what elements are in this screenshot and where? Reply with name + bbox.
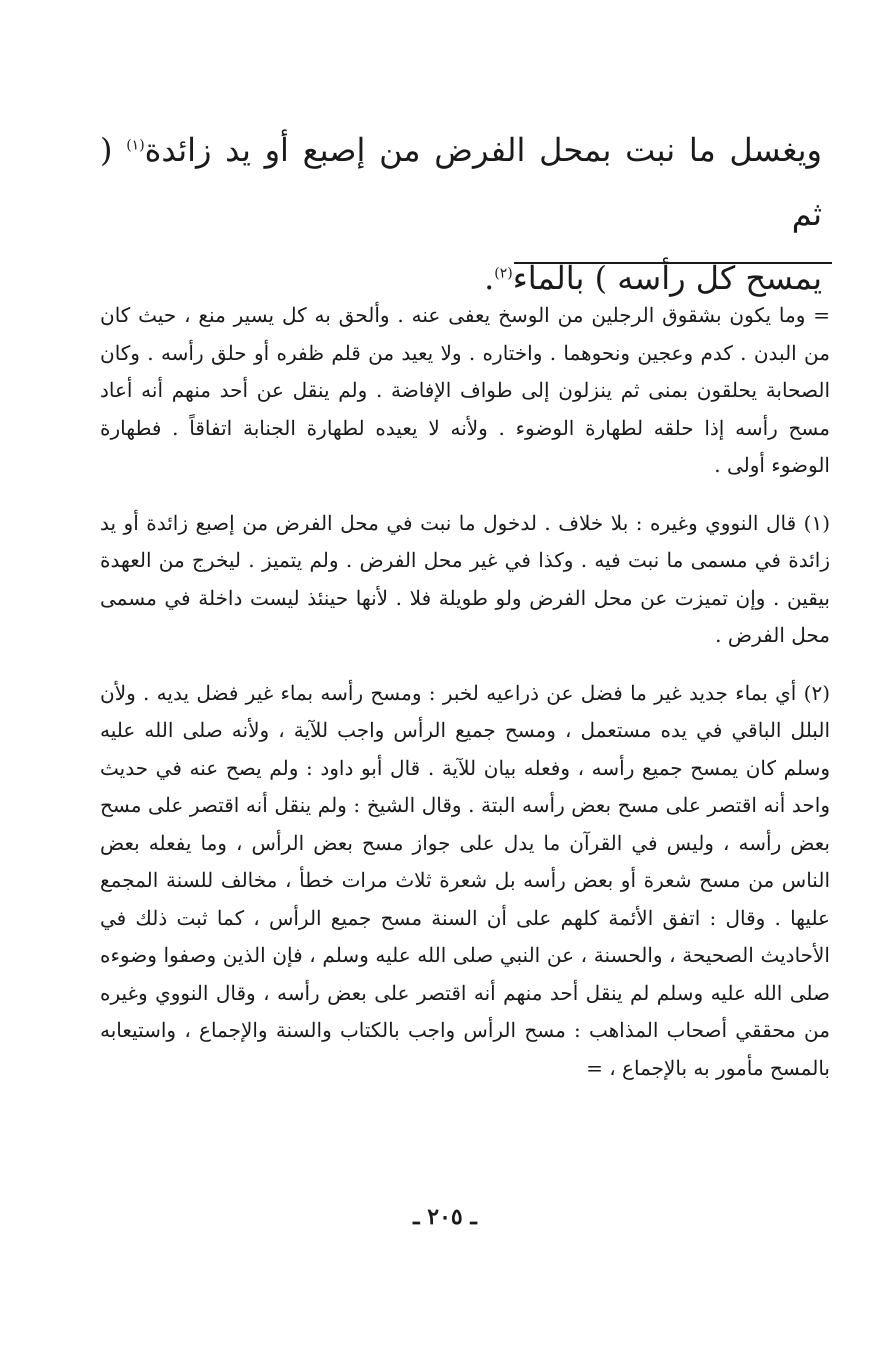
footnotes-section: [100, 297, 830, 1107]
footnote-continuation: = وما يكون بشقوق الرجلين من الوسخ يعفى عنه . وألحق به كل يسير منع ، حيث كان من البدن . كدم وعجين ونحوهما . واختاره . ولا يعيد من قلم ظفره أو حلق رأسه . وكان الصحابة يحلقون بمنى ثم ينزلون إلى طواف الإفاضة . ولم ينقل عن أحد منهم أنه أعاد مسح رأسه إذا حلقه لطهارة الوضوء . ولأنه لا يعيده لطهارة الجنابة اتفاقاً . فطهارة الوضوء أولى .: [100, 303, 830, 477]
page-number: ـ ٢٠٥ ـ: [413, 1204, 477, 1230]
footnote-2: (٢) أي بماء جديد غير ما فضل عن ذراعيه لخبر : ومسح رأسه بماء غير فضل يديه . ولأن البلل الباقي في يده مستعمل ، ومسح جميع الرأس واجب للآية ، ولأنه صلى الله عليه وسلم كان يمسح جميع رأسه ، وفعله بيان للآية . قال أبو داود : ولم يصح عنه في حديث واحد أنه اقتصر على مسح بعض رأسه البتة . وقال الشيخ : ولم ينقل أنه اقتصر على مسح بعض رأسه ، وليس في القرآن ما يدل على جواز مسح بعض الرأس ، وما يفعله بعض الناس من مسح شعرة أو بعض رأسه بل شعرة ثلاث مرات خطأ ، مخالف للسنة المجمع عليها . وقال : اتفق الأئمة كلهم على أن السنة مسح جميع الرأس ، كما ثبت ذلك في الأحاديث الصحيحة ، والحسنة ، عن النبي صلى الله عليه وسلم ، فإن الذين وصفوا وضوءه صلى الله عليه وسلم لم ينقل أحد منهم أنه اقتصر على بعض رأسه ، وقال النووي وغيره من محققي أصحاب المذاهب : مسح الرأس واجب بالكتاب والسنة والإجماع ، واستيعابه بالمسح مأمور به بالإجماع ، =: [100, 680, 830, 1080]
main-text: [100, 118, 822, 310]
main-text-line1-cont: ( ثم: [100, 131, 822, 233]
footnote-divider: [514, 262, 832, 264]
main-text-line2-end: .: [484, 259, 495, 297]
footnote-ref-1: (١): [126, 137, 145, 154]
footnote-ref-2: (٢): [494, 265, 513, 282]
main-text-line1: ويغسل ما نبت بمحل الفرض من إصبع أو يد زائدة: [144, 131, 823, 169]
footnote-1: (١) قال النووي وغيره : بلا خلاف . لدخول ما نبت في محل الفرض من إصبع زائدة أو يد زائدة في مسمى ما نبت فيه . وكذا في غير محل الفرض . ولم يتميز . ليخرج من العهدة بيقين . وإن تميزت عن محل الفرض ولو طويلة فلا . لأنها حينئذ ليست داخلة في مسمى محل الفرض .: [100, 510, 830, 647]
main-text-line2: يمسح كل رأسه ) بالماء: [512, 259, 822, 297]
